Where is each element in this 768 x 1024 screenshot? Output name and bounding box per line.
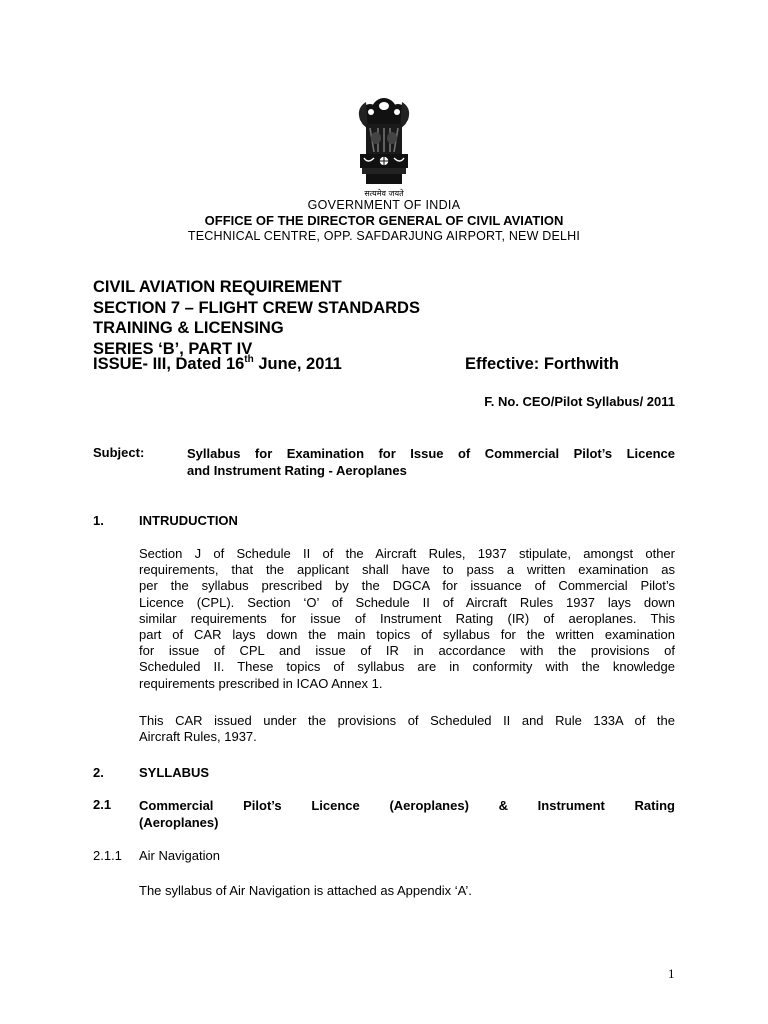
subsection-title	[139, 797, 675, 831]
title-line: CIVIL AVIATION REQUIREMENT	[93, 278, 342, 296]
title-line: TRAINING & LICENSING	[93, 319, 284, 337]
title-block	[93, 277, 420, 359]
issue-suffix: June, 2011	[253, 355, 342, 373]
section-title: SYLLABUS	[139, 765, 210, 780]
subject-line: Syllabus for Examination for Issue of Commercial Pilot’s Licence	[187, 446, 675, 461]
subsection-title-line: Commercial Pilot’s Licence (Aeroplanes) & Instrument Rating	[139, 798, 675, 813]
car-provisions-paragraph	[139, 713, 675, 745]
government-heading: GOVERNMENT OF INDIA	[307, 198, 461, 212]
section-number: 2.	[93, 765, 104, 780]
issue-prefix: ISSUE- III, Dated 16	[93, 355, 245, 373]
issue-sup: th	[244, 354, 254, 365]
subsection-number: 2.1	[93, 797, 112, 812]
appendix-reference: The syllabus of Air Navigation is attached as Appendix ‘A’.	[139, 883, 472, 898]
national-emblem-logo	[346, 90, 422, 200]
intro-paragraph	[139, 546, 675, 692]
paragraph-line: per the syllabus prescribed by the DGCA for issuance of Commercial Pilot’s	[139, 578, 675, 594]
subject-line: and Instrument Rating - Aeroplanes	[187, 463, 407, 478]
title-line: SECTION 7 – FLIGHT CREW STANDARDS	[93, 298, 420, 317]
page-number: 1	[668, 966, 675, 981]
subsection-title-line: (Aeroplanes)	[139, 815, 219, 830]
paragraph-line: for issue of CPL and issue of IR in accordance with the provisions of	[139, 643, 675, 659]
paragraph-line: requirements, that the applicant shall have to pass a written examination as	[139, 562, 675, 578]
address-heading: TECHNICAL CENTRE, OPP. SAFDARJUNG AIRPORT, NEW DELHI	[187, 229, 581, 243]
file-number: F. No. CEO/Pilot Syllabus/ 2011	[484, 394, 675, 409]
paragraph-line: Section J of Schedule II of the Aircraft Rules, 1937 stipulate, amongst other	[139, 546, 675, 561]
subsubsection-title: Air Navigation	[139, 848, 220, 863]
title-line: SERIES ‘B’, PART IV	[93, 339, 253, 358]
paragraph-line: similar requirements for issue of Instrument Rating (IR) of aeroplanes. This	[139, 610, 675, 626]
subject-text	[187, 445, 675, 479]
paragraph-line: Scheduled II. These topics of syllabus are in conformity with the knowledge	[139, 659, 675, 675]
effective-date: Effective: Forthwith	[465, 355, 620, 373]
svg-text:सत्यमेव जयते: सत्यमेव जयते	[364, 189, 404, 198]
section-number: 1.	[93, 513, 104, 528]
paragraph-line: part of CAR lays down the main topics of syllabus for the written examination	[139, 627, 675, 643]
paragraph-line: Aircraft Rules, 1937.	[139, 729, 257, 745]
paragraph-line: Licence (CPL). Section ‘O’ of Schedule II of Aircraft Rules 1937 lays down	[139, 594, 675, 610]
section-title: INTRUDUCTION	[139, 513, 238, 528]
issue-line	[93, 355, 653, 374]
paragraph-line: This CAR issued under the provisions of Scheduled II and Rule 133A of the	[139, 713, 675, 728]
paragraph-line: requirements prescribed in ICAO Annex 1.	[139, 675, 383, 691]
subsubsection-number: 2.1.1	[93, 848, 122, 863]
subject-label: Subject:	[93, 445, 145, 460]
office-heading: OFFICE OF THE DIRECTOR GENERAL OF CIVIL AVIATION	[204, 213, 564, 228]
